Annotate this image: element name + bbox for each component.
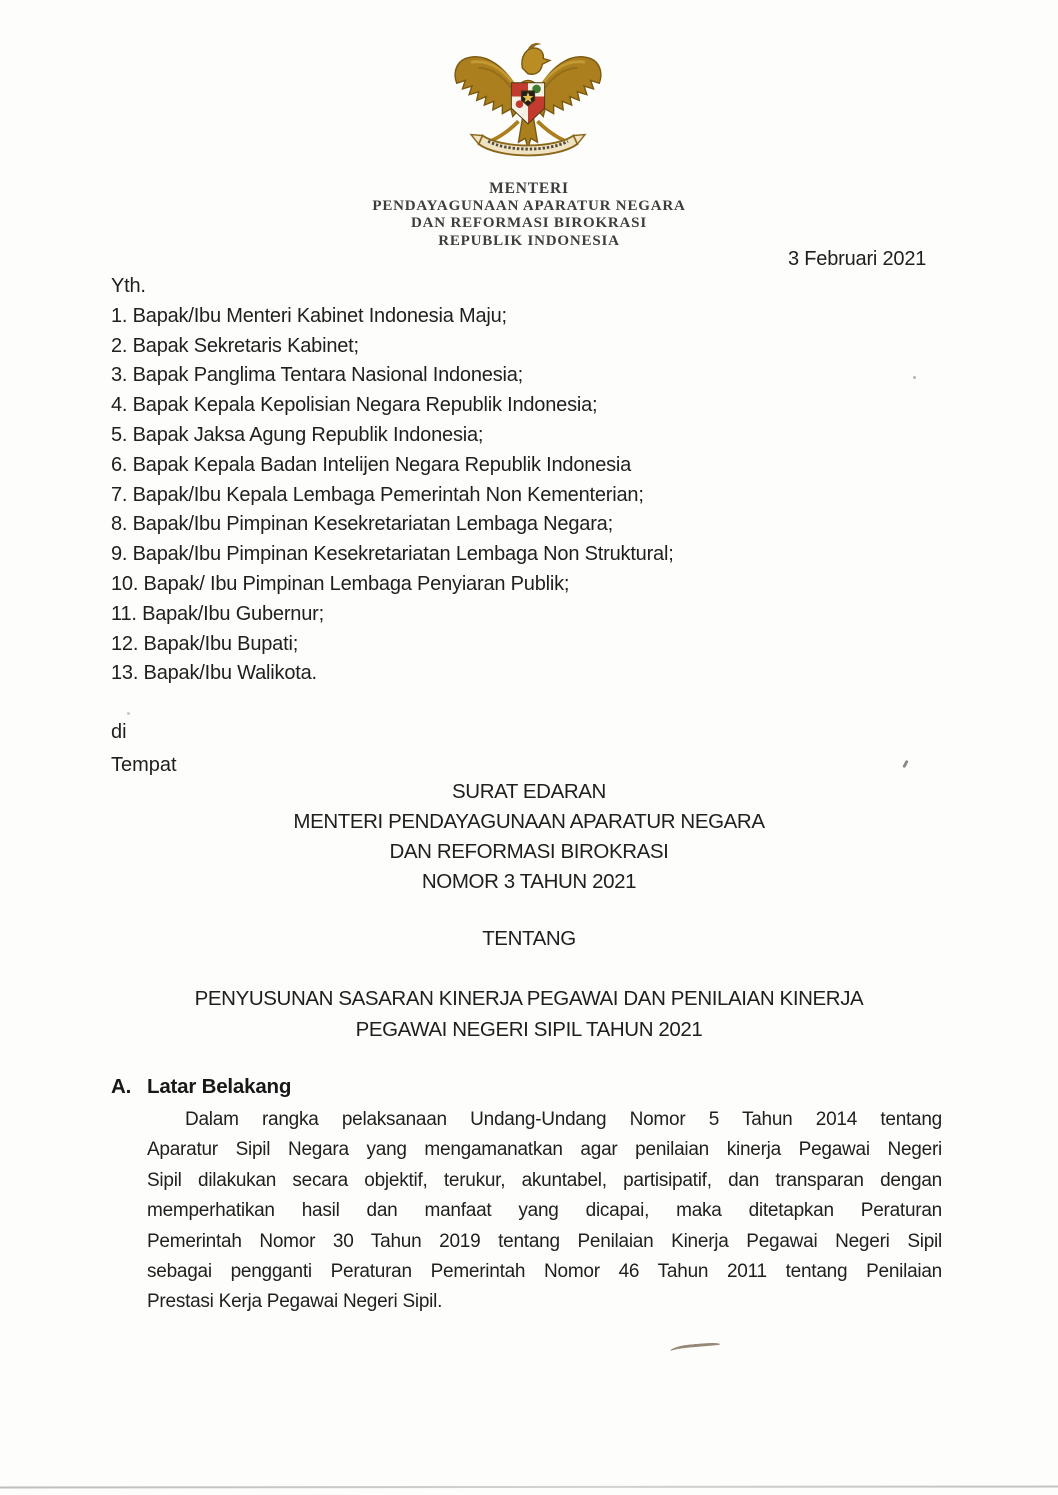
recipient-item: 5. Bapak Jaksa Agung Republik Indonesia; (111, 423, 484, 446)
recipient-item: 12. Bapak/Ibu Bupati; (111, 632, 299, 655)
letterhead (229, 180, 829, 250)
paragraph-line: Prestasi Kerja Pegawai Negeri Sipil. (147, 1291, 443, 1313)
recipient-item: 2. Bapak Sekretaris Kabinet; (111, 334, 359, 357)
garuda-pancasila-emblem (452, 34, 604, 180)
doc-title-line-1: SURAT EDARAN (452, 780, 606, 803)
location-line-di: di (111, 721, 127, 743)
recipient-item: 7. Bapak/Ibu Kepala Lembaga Pemerintah Non Kementerian; (111, 483, 644, 506)
section-a-number: A. (111, 1075, 132, 1098)
section-a-title: Latar Belakang (147, 1075, 292, 1098)
paragraph-line: Sipil dilakukan secara objektif, terukur, akuntabel, partisipatif, dan transparan dengan (147, 1169, 942, 1191)
recipient-item: 3. Bapak Panglima Tentara Nasional Indonesia; (111, 364, 524, 387)
recipient-item: 9. Bapak/Ibu Pimpinan Kesekretariatan Lembaga Non Struktural; (111, 543, 674, 566)
document-subject (115, 983, 943, 1045)
subject-line-1: PENYUSUNAN SASARAN KINERJA PEGAWAI DAN PENILAIAN KINERJA (194, 987, 864, 1010)
letter-date: 3 Februari 2021 (788, 248, 927, 270)
doc-title-line-2: MENTERI PENDAYAGUNAAN APARATUR NEGARA (293, 810, 765, 833)
letterhead-line-1: MENTERI (489, 180, 569, 197)
doc-title-line-3: DAN REFORMASI BIROKRASI (389, 840, 669, 863)
scan-speck (902, 760, 908, 768)
recipient-salutation: Yth. (111, 275, 146, 297)
recipient-location (111, 716, 177, 782)
letterhead-line-4: REPUBLIK INDONESIA (438, 232, 620, 249)
recipient-item: 6. Bapak Kepala Badan Intelijen Negara Republik Indonesia (111, 453, 632, 476)
doc-title-line-4: NOMOR 3 TAHUN 2021 (421, 870, 637, 893)
paragraph-line: memperhatikan hasil dan manfaat yang dicapai, maka ditetapkan Peraturan (147, 1200, 942, 1222)
recipient-list (111, 272, 811, 689)
location-line-tempat: Tempat (111, 754, 177, 776)
about-label: TENTANG (482, 927, 576, 950)
subject-line-2: PEGAWAI NEGERI SIPIL TAHUN 2021 (355, 1018, 703, 1041)
pen-dash-mark (670, 1342, 721, 1354)
recipient-item: 8. Bapak/Ibu Pimpinan Kesekretariatan Lembaga Negara; (111, 513, 613, 536)
document-title (115, 777, 943, 897)
garuda-icon (452, 34, 604, 180)
letterhead-line-3: DAN REFORMASI BIROKRASI (411, 215, 647, 232)
recipient-item: 1. Bapak/Ibu Menteri Kabinet Indonesia Maju; (111, 304, 507, 327)
paragraph-line: Dalam rangka pelaksanaan Undang-Undang Nomor 5 Tahun 2014 tentang (185, 1109, 942, 1130)
scan-speck (127, 712, 130, 715)
section-a-heading (111, 1075, 941, 1099)
recipient-item: 13. Bapak/Ibu Walikota. (111, 662, 317, 685)
scan-edge-line (0, 1486, 1058, 1489)
recipient-item: 10. Bapak/ Ibu Pimpinan Lembaga Penyiaran Publik; (111, 572, 570, 595)
paragraph-line: sebagai pengganti Peraturan Pemerintah Nomor 46 Tahun 2011 tentang Penilaian (147, 1261, 942, 1283)
scan-speck (913, 376, 916, 379)
letterhead-line-2: PENDAYAGUNAAN APARATUR NEGARA (372, 197, 686, 214)
paragraph-line: Pemerintah Nomor 30 Tahun 2019 tentang Penilaian Kinerja Pegawai Negeri Sipil (147, 1230, 942, 1252)
recipient-item: 11. Bapak/Ibu Gubernur; (111, 602, 324, 625)
paragraph-line: Aparatur Sipil Negara yang mengamanatkan agar penilaian kinerja Pegawai Negeri (147, 1139, 942, 1161)
section-a-paragraph (147, 1105, 942, 1318)
recipient-item: 4. Bapak Kepala Kepolisian Negara Republik Indonesia; (111, 394, 598, 417)
